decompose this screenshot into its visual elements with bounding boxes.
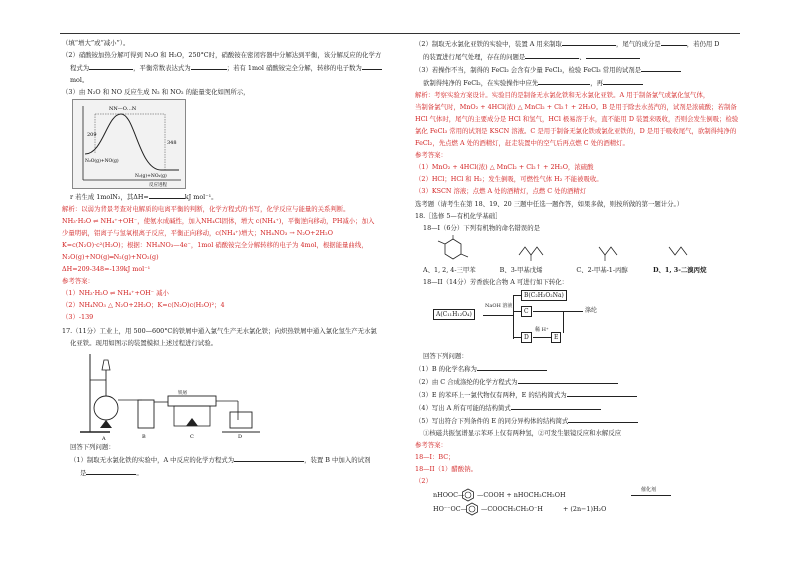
answer-blank[interactable]: [149, 191, 185, 199]
reaction-arrow: [631, 495, 671, 496]
fig-label-reactants: N₂O(g)+NO(g): [85, 159, 119, 164]
analysis-line: 少量明矾，铝离子与氢氧根离子反应，平衡正向移动，c(NH₄⁺)增大；NH₄NO₃ → N₂O+2H₂O: [62, 229, 333, 237]
flow-arrow: [533, 337, 551, 338]
analysis-line: 当制备氯气时，MnO₂ + 4HCl(浓) △ MnCl₂ + Cl₂↑ + 2H₂O。B 是用于除去水蒸汽的，试剂是浓硫酸；若制备: [415, 103, 737, 111]
label-A: A: [102, 436, 106, 440]
q18-q2: （2）由 C 合成涤纶的化学方程式为: [415, 376, 745, 387]
q17-text: 17.（11分）工业上，用 500—600°C的铁屑中通入氯气生产无水氯化铁；向炽热铁屑中通入氯化氢生产无水氯: [62, 327, 377, 335]
analysis-line: FeCl₂，先点燃 A 处的酒精灯，赶走装置中的空气后再点燃 C 处的酒精灯。: [415, 139, 629, 147]
answer-blank[interactable]: [567, 389, 637, 397]
answer-line: 18—I：BC；: [415, 453, 455, 461]
answer-blank[interactable]: [86, 467, 136, 475]
answer-blank[interactable]: [538, 77, 590, 85]
analysis-line: NH₃·H₂O ⇌ NH₄⁺+OH⁻，使氨水成碱性，加入NH₄Cl固体，增大 c(NH₄⁺)，平衡逆向移动，PH减小；加入: [62, 217, 375, 225]
answer-blank[interactable]: [603, 77, 643, 85]
q17-part3: （3）若操作不当，制得的 FeCl₂ 会含有少量 FeCl₃，检验 FeCl₃ 常用的试剂是: [415, 64, 745, 75]
flow-box-a: A(C₁₁H₁₂O₄): [433, 309, 475, 320]
fig-label-products: N₂(g)+NO₂(g): [135, 174, 167, 179]
fig-label-348: 348: [167, 140, 177, 146]
benzene-ring-icon: [461, 488, 475, 502]
q16-part3-text: （3）由 N₂O 和 NO 反应生成 N₂ 和 NO₂ 的能量变化如图所示，: [62, 88, 250, 96]
flow-condition-2: 稀 H⁺: [535, 327, 549, 333]
q18-q1: （1）B 的化学名称为: [415, 363, 745, 374]
label-D: D: [238, 434, 243, 440]
answer-line: 18—II（1）醋酸钠。: [415, 465, 477, 473]
answer-blank[interactable]: [641, 64, 681, 72]
q17-part1: （1）制取无水氯化铁的实验中，A 中反应的化学方程式为 ，装置 B 中加入的试剂: [70, 456, 371, 464]
reaction-flowchart: [423, 289, 723, 349]
flow-arrow: [513, 337, 521, 338]
q16-part2-unit: mol。: [70, 76, 89, 84]
analysis-line: ΔH=209-348=-139kJ mol⁻¹: [62, 265, 151, 273]
option-b[interactable]: B、3-甲基戊烯: [499, 266, 543, 274]
answer-blank[interactable]: [661, 38, 687, 46]
q18-q4: （4）写出 A 所有可能的结构简式: [415, 402, 745, 413]
q18-1-text: 18—I（6分）下列有机物的命名错误的是: [423, 224, 540, 232]
q18-q5-conditions: ①核磁共振氢谱显示苯环上仅有两种氢，②可发生银镜反应和水解反应: [423, 429, 622, 437]
answer-blank[interactable]: [518, 376, 618, 384]
answer-title: 参考答案：: [62, 277, 94, 285]
answer-blank[interactable]: [89, 62, 133, 70]
fig-label-transition: NN—O…N: [109, 106, 137, 112]
answer-blank[interactable]: [477, 363, 547, 371]
label-C: C: [190, 434, 194, 440]
answer-line: （3）-139: [62, 313, 94, 321]
answer-line: （1）MnO₂ + 4HCl(浓) △ MnCl₂ + Cl₂↑ + 2H₂O，浓硫酸: [415, 163, 594, 171]
q16-fill-hint: （填“增大”或“减小”）。: [62, 39, 130, 47]
analysis-line: 氯化 FeCl₃ 常用的试剂是 KSCN 溶液。C 是用于制备无氯化铁或氯化亚铁的，D 是用于吸收尾气，欲制得纯净的: [415, 127, 737, 135]
answer-blank[interactable]: [568, 415, 638, 423]
option-a[interactable]: A、1, 2, 4-三甲苯: [423, 266, 476, 274]
flow-box-c: C: [521, 306, 532, 317]
q18-q5: （5）写出符合下列条件的 E 的同分异构体的结构简式: [415, 415, 745, 426]
energy-curve-svg: [73, 100, 185, 188]
options-row: [423, 265, 723, 275]
flow-arrow: [483, 315, 513, 316]
label-B: B: [142, 434, 146, 440]
answer-line: （2）NH₄NO₃ △ N₂O+2H₂O；K=c(N₂O)c(H₂O)²；4: [62, 301, 225, 309]
flow-product: 涤纶: [585, 307, 598, 314]
header-rule: [60, 33, 740, 34]
equation-line-2: HO⁻⁻OC— —COOCH₂CH₂O⁻H + (2n−1)H₂O: [433, 502, 745, 516]
q18-2-text: 18—II（14分）芳香族化合物 A 可进行如下转化：: [423, 278, 569, 286]
flow-box-d: D: [521, 332, 532, 343]
equation-line-1: nHOOC— —COOH + nHOCH₂CH₂OH 催化剂: [433, 488, 745, 502]
q18-title: 18.［选修 5—有机化学基础］: [415, 212, 502, 220]
answer-blank[interactable]: [511, 402, 601, 410]
q17-analysis: [415, 90, 745, 148]
answer-blank[interactable]: [191, 62, 227, 70]
q16-part3-question: r 若生成 1molN₂，其ΔH= kJ mol⁻¹。: [70, 193, 218, 201]
answer-blank[interactable]: [234, 454, 304, 462]
right-column: [415, 38, 745, 516]
flow-box-b: B(C₂H₃O₂Na): [521, 290, 567, 301]
flow-arrow: [513, 295, 521, 296]
flow-box-e: E: [551, 332, 561, 343]
option-c[interactable]: C、2-甲基-1-丙醇: [576, 266, 628, 274]
q16-part2-text: （2）硝酸铵加热分解可得到 N₂O 和 H₂O，250°C时，硝酸铵在密闭容器中分解达到平衡，该分解反应的化学方: [62, 51, 382, 59]
fig-label-progress: 反应进程: [149, 183, 167, 188]
q17-part2: （2）制取无水氯化亚铁的实验中，装置 A 用来制取 ，尾气的成分是 ，若仍用 D: [415, 40, 720, 48]
q16-analysis: [62, 204, 392, 274]
flow-link: [563, 311, 564, 333]
answer-blank[interactable]: [586, 51, 640, 59]
answer-blank[interactable]: [562, 38, 616, 46]
answer-title: 参考答案：: [415, 441, 447, 449]
q17-part1-b: 是 。: [80, 469, 143, 477]
q17-part2-b: 的装置进行尾气处理，存在的问题是 、: [415, 51, 745, 62]
answer-blank[interactable]: [362, 62, 382, 70]
answer-line: （3）KSCN 溶液；点燃 A 处的酒精灯，点燃 C 处的酒精灯: [415, 187, 587, 195]
analysis-line: 解析：以弱为背景考查对电解质的电离平衡的判断，化学方程式的书写，化学反应与能量的关系判断。: [62, 205, 350, 213]
answer-line: （1）NH₃·H₂O ⇌ NH₄⁺+OH⁻ 减小: [62, 289, 169, 297]
benzene-ring-icon: [465, 502, 479, 516]
analysis-line: N₂O(g)+NO(g)═N₂(g)+NO₂(g): [62, 253, 159, 261]
fig-label-209: 209: [87, 132, 97, 138]
q17-part3-b: 欲制得纯净的 FeCl₂，在实验操作中应先 ，再: [415, 77, 745, 88]
q17-text-2: 化亚铁。现用如图示的装置模拟上述过程进行试验。: [70, 339, 217, 347]
elective-instructions: 选考题（请考生在第 18、19、20 三题中任选一题作答，如果多做，则按所做的第一题计分。）: [415, 200, 684, 208]
option-d[interactable]: D、1, 3-二溴丙烷: [652, 266, 707, 274]
answer-blank[interactable]: [525, 51, 579, 59]
flow-arrow: [533, 311, 583, 312]
answer-title: 参考答案：: [415, 151, 447, 159]
label-iron: 铁屑: [178, 391, 187, 396]
analysis-line: HCl 气体时，尾气的主要成分是 HCl 和氢气，HCl 极易溶于水，直不能用 D 装置来吸收，否则会发生倒吸；检验: [415, 115, 739, 123]
energy-diagram: [72, 99, 186, 189]
structures-svg: [423, 235, 723, 263]
structures-row: [423, 235, 723, 263]
answer-line: （2）HCl；HCl 和 H₂；发生倒吸，可燃性气体 H₂ 不能被吸收。: [415, 175, 603, 183]
analysis-line: K=c(N₂O)·c²(H₂O)；根据：NH₄NO₃—4e⁻，1mol 硝酸铵完全分解转移的电子为 4mol，根据能量曲线，: [62, 241, 368, 249]
q16-part2-line2: 程式为 ，平衡常数表达式为 ；若有 1mol 硝酸铵完全分解，转移的电子数为: [62, 62, 392, 73]
apparatus-figure: [72, 350, 272, 440]
flow-condition: NaOH 溶液: [485, 303, 513, 309]
left-column: [62, 38, 392, 480]
flow-branch: [513, 295, 514, 339]
apparatus-svg: [72, 350, 272, 440]
reply-prompt: 回答下列问题：: [423, 352, 468, 360]
answer-line: （2）: [415, 477, 432, 485]
q18-q3: （3）E 的苯环上一氯代物仅有两种，E 的结构简式为: [415, 389, 745, 400]
flow-arrow: [513, 311, 521, 312]
analysis-line: 解析：考察实验方案设计。实验目的是制备无水氯化铁和无水氯化亚铁。A 用于制备氯气或氯化氢气体，: [415, 91, 710, 99]
reply-prompt: 回答下列问题：: [70, 443, 115, 451]
